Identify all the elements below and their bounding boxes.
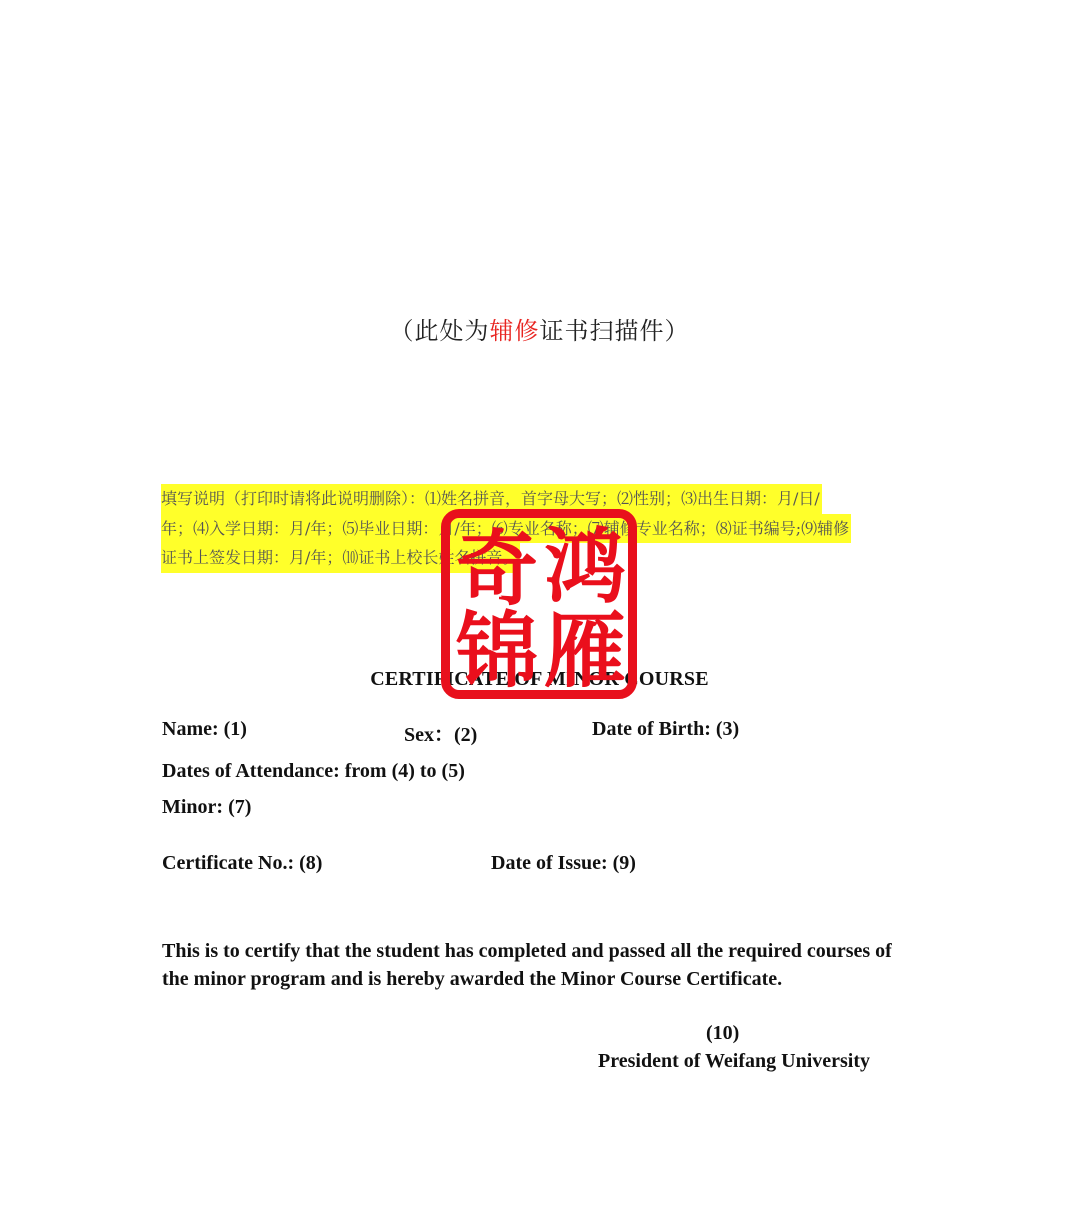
sex-field: Sex：(2) — [404, 724, 478, 746]
certificate-number-field: Certificate No.: (8) — [162, 852, 323, 874]
certificate-heading: CERTIFICATE OF MINOR COURSE — [370, 668, 709, 690]
instructions-line-3: 证书上签发日期：月/年；⑽证书上校长姓名拼音。 — [161, 543, 520, 573]
dob-field: Date of Birth: (3) — [592, 718, 740, 740]
instructions-line-1: 填写说明（打印时请将此说明删除）：⑴姓名拼音，首字母大写；⑵性别；⑶出生日期：月/日/ — [161, 484, 822, 514]
seal-char-1: 奇 — [456, 521, 539, 617]
attendance-field: Dates of Attendance: from (4) to (5) — [162, 760, 465, 782]
certification-statement: This is to certify that the student has completed and passed all the required courses of the minor program and is hereby awarded the Minor Course Certificate. — [162, 940, 892, 990]
scan-title-rest: 证书扫描件） — [539, 319, 690, 345]
scan-title-open: （此处为 — [389, 319, 490, 345]
seal-char-4: 雁 — [544, 603, 627, 699]
seal-char-3: 锦 — [456, 603, 539, 699]
issue-date-field: Date of Issue: (9) — [491, 852, 636, 874]
scan-title-highlight: 辅修 — [489, 319, 540, 345]
red-seal-watermark — [441, 509, 637, 699]
seal-char-2: 鸿 — [544, 519, 627, 615]
scan-placeholder-title — [0, 311, 1079, 346]
name-field: Name: (1) — [162, 718, 247, 740]
signature-title: President of Weifang University — [598, 1050, 871, 1072]
instructions-line-2: 年；⑷入学日期：月/年；⑸毕业日期：月/年；⑹专业名称；⑺辅修专业名称；⑻证书编号;⑼辅修 — [161, 514, 851, 544]
signature-number: (10) — [706, 1022, 740, 1044]
minor-field: Minor: (7) — [162, 796, 252, 818]
